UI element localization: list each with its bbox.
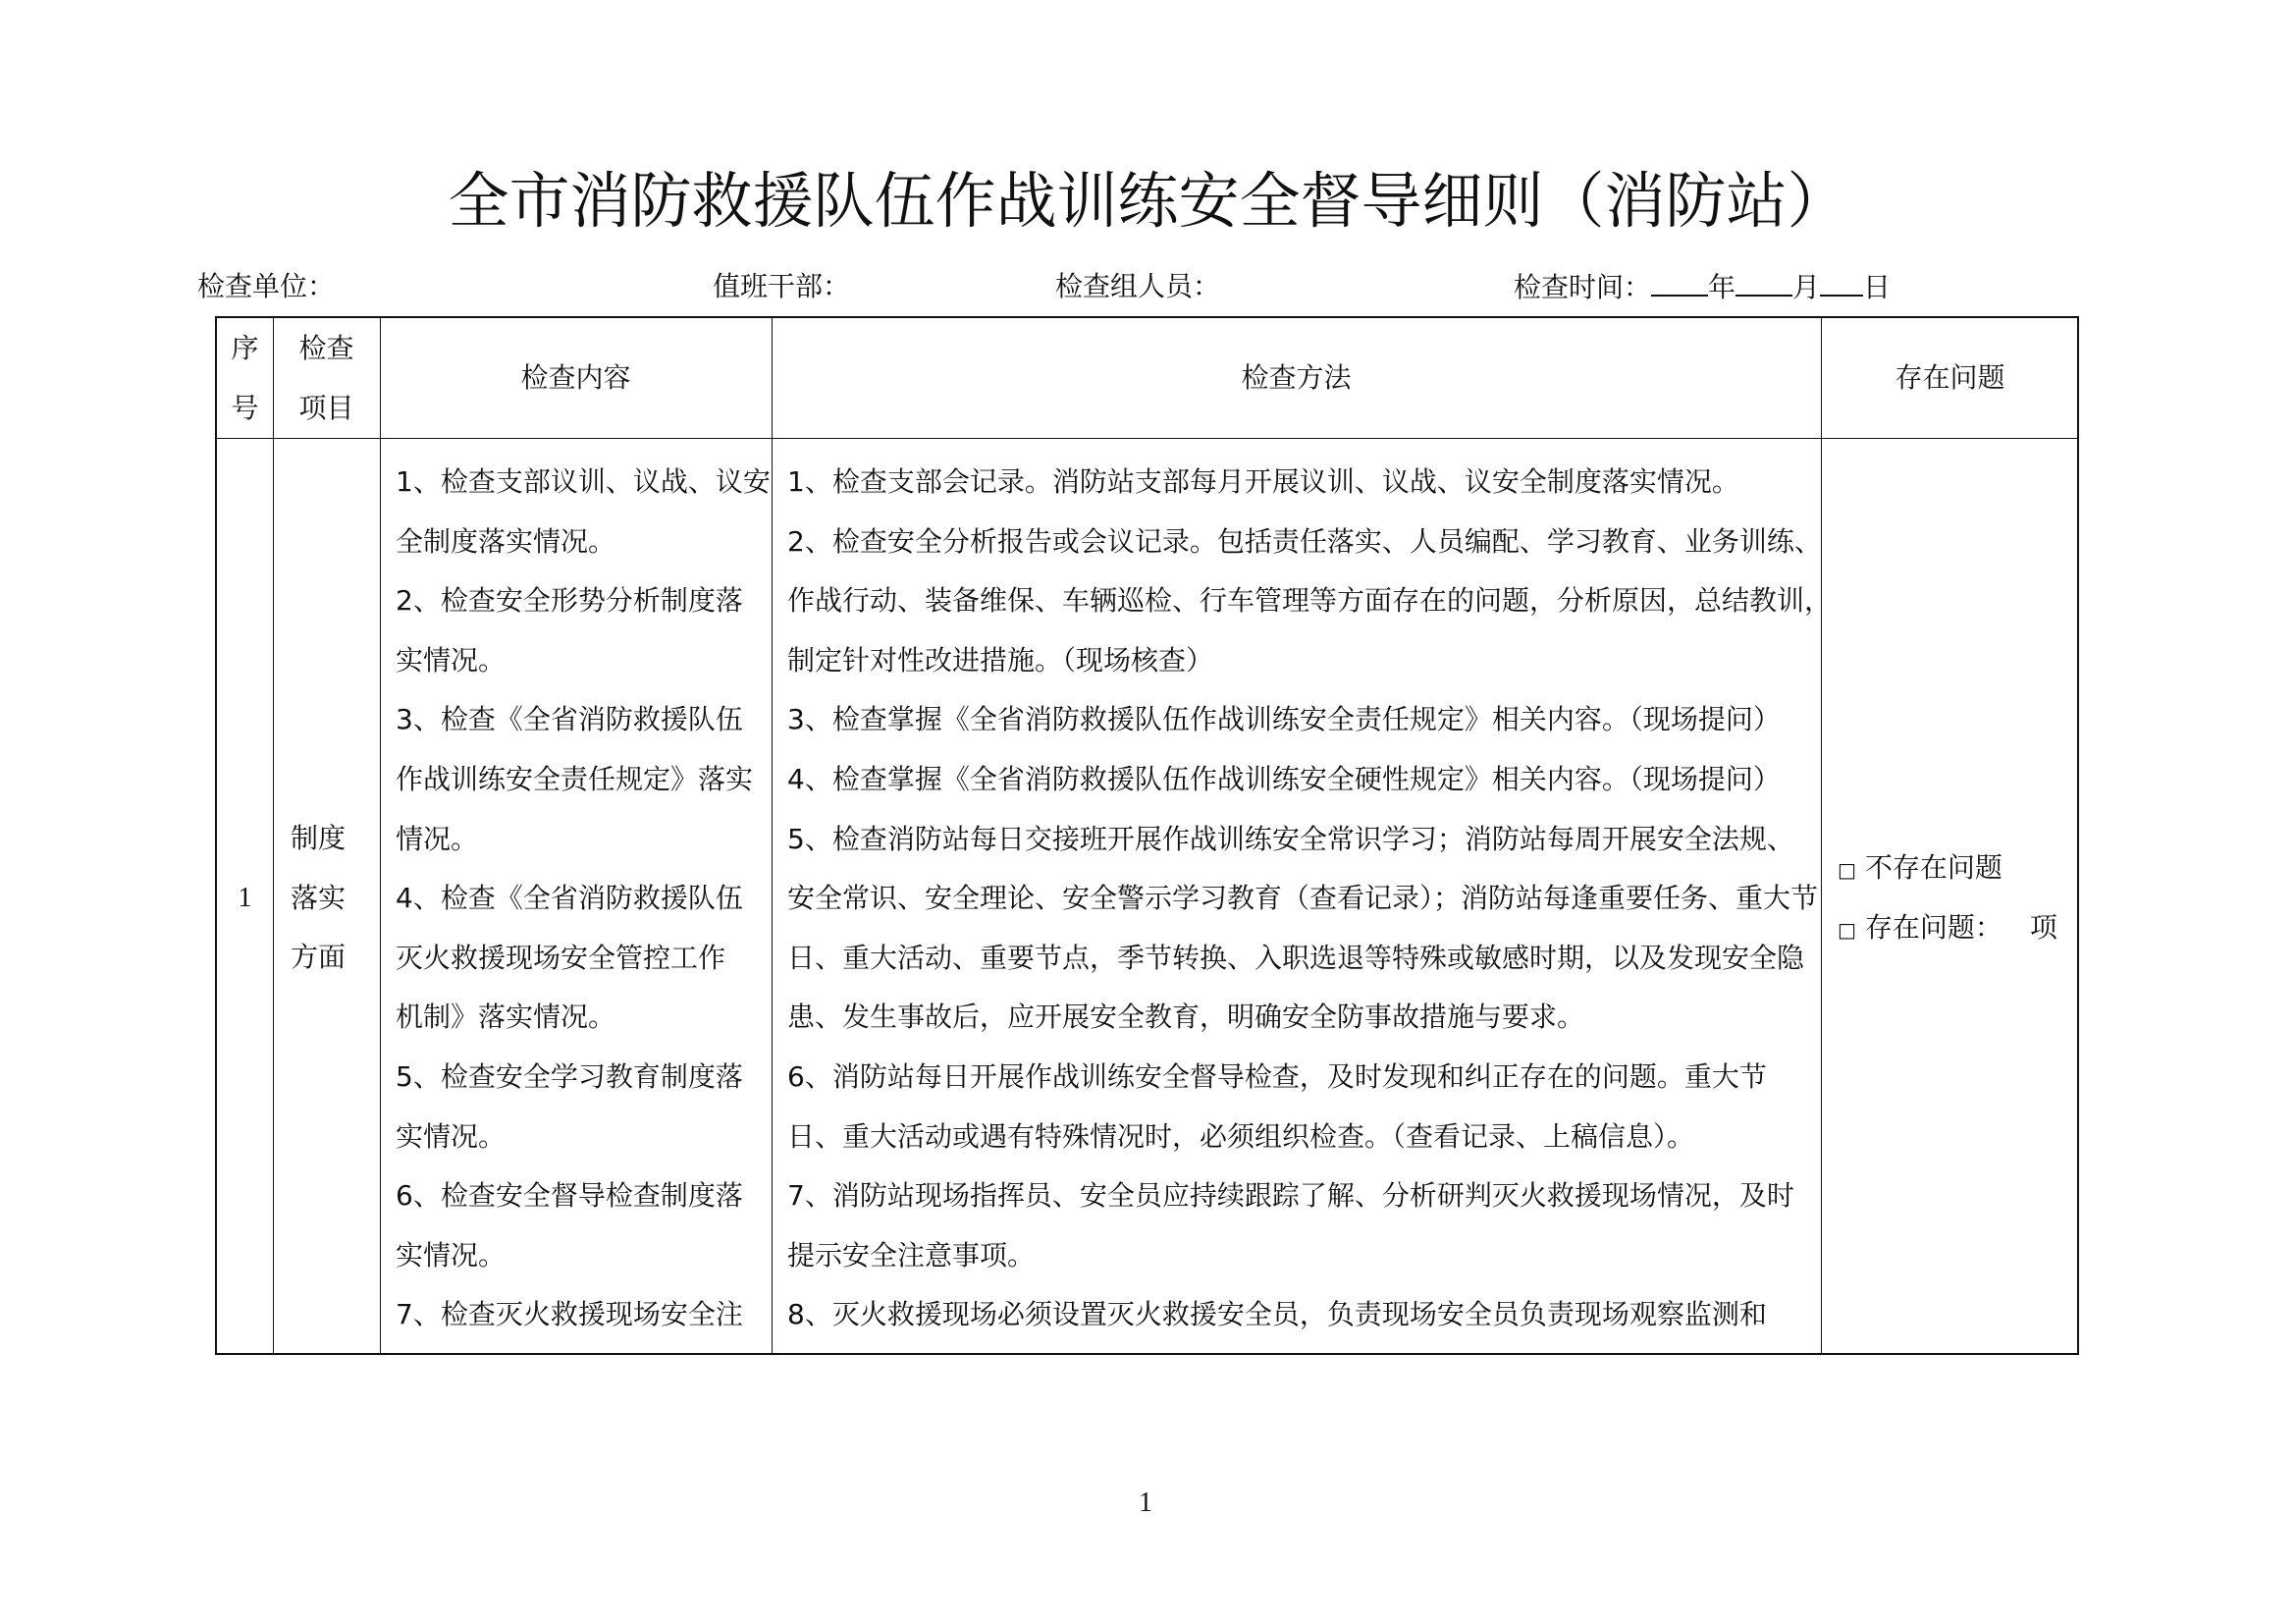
- method-line: 4、检查掌握《全省消防救援队伍作战训练安全硬性规定》相关内容。（现场提问）: [787, 762, 1781, 795]
- method-line: 日、重大活动或遇有特殊情况时，必须组织检查。（查看记录、上稿信息）。: [787, 1119, 1695, 1153]
- inspection-time: [1514, 267, 1891, 307]
- row-item-line: 方面: [291, 941, 347, 974]
- day-blank[interactable]: [1820, 267, 1863, 297]
- row-item-line: 制度: [291, 822, 347, 854]
- content-line: 1、检查支部议训、议战、议安: [396, 465, 771, 498]
- content-line: 6、检查安全督导检查制度落: [396, 1179, 743, 1213]
- column-divider: [380, 318, 381, 1353]
- content-line: 2、检查安全形势分析制度落: [396, 584, 743, 618]
- column-divider: [273, 318, 274, 1353]
- month-label: 月: [1792, 271, 1821, 303]
- method-line: 提示安全注意事项。: [787, 1238, 1036, 1272]
- row-content: [396, 453, 771, 1345]
- header-issues: 存在问题: [1895, 361, 2005, 394]
- header-seq-line: 号: [231, 391, 259, 424]
- inspection-time-label: 检查时间：: [1514, 271, 1652, 303]
- checkbox-icon[interactable]: □: [1838, 917, 1856, 942]
- content-line: 全制度落实情况。: [396, 524, 616, 558]
- content-line: 作战训练安全责任规定》落实: [396, 762, 754, 795]
- inspection-unit-label: 检查单位：: [197, 270, 336, 302]
- inspection-table: [215, 316, 2079, 1355]
- content-line: 机制》落实情况。: [396, 1001, 616, 1034]
- content-line: 3、检查《全省消防救援队伍: [396, 703, 743, 736]
- has-issue-option[interactable]: [1838, 898, 2057, 958]
- year-blank[interactable]: [1651, 267, 1708, 297]
- content-line: 实情况。: [396, 1238, 507, 1272]
- month-blank[interactable]: [1735, 267, 1792, 297]
- row-item-line: 落实: [291, 881, 347, 914]
- header-item-line: 项目: [298, 391, 354, 424]
- header-seq-line: 序: [231, 332, 259, 364]
- column-divider: [772, 318, 773, 1353]
- content-line: 7、检查灭火救援现场安全注: [396, 1298, 743, 1331]
- row-seq: 1: [238, 883, 252, 913]
- method-line: 1、检查支部会记录。消防站支部每月开展议训、议战、议安全制度落实情况。: [787, 465, 1739, 498]
- method-line: 8、灭火救援现场必须设置灭火救援安全员，负责现场安全员负责现场观察监测和: [787, 1298, 1767, 1331]
- header-method: 检查方法: [1241, 361, 1352, 394]
- issue-count-unit: 项: [2029, 910, 2057, 944]
- method-line: 5、检查消防站每日交接班开展作战训练安全常识学习；消防站每周开展安全法规、: [787, 822, 1794, 855]
- method-line: 安全常识、安全理论、安全警示学习教育（查看记录）；消防站每逢重要任务、重大节: [787, 882, 1819, 915]
- content-line: 实情况。: [396, 1119, 507, 1153]
- method-line: 日、重大活动、重要节点，季节转换、入职选退等特殊或敏感时期，以及发现安全隐: [787, 941, 1805, 974]
- year-label: 年: [1708, 271, 1736, 303]
- page-title: 全市消防救援队伍作战训练安全督导细则（消防站）: [448, 165, 1848, 237]
- page-number: 1: [1139, 1488, 1152, 1518]
- content-line: 灭火救援现场安全管控工作: [396, 941, 726, 974]
- has-issue-label: 存在问题：: [1864, 910, 2002, 944]
- method-line: 作战行动、装备维保、车辆巡检、行车管理等方面存在的问题，分析原因，总结教训，: [787, 584, 1833, 618]
- content-line: 4、检查《全省消防救援队伍: [396, 882, 743, 915]
- day-label: 日: [1863, 271, 1892, 303]
- header-content: 检查内容: [520, 361, 631, 394]
- inspection-group-label: 检查组人员：: [1055, 270, 1221, 302]
- content-line: 实情况。: [396, 643, 507, 677]
- no-issue-option[interactable]: [1838, 839, 2057, 898]
- header-item-line: 检查: [298, 332, 354, 364]
- header-item: [273, 319, 380, 438]
- row-issues: [1838, 839, 2057, 957]
- method-line: 2、检查安全分析报告或会议记录。包括责任落实、人员编配、学习教育、业务训练、: [787, 524, 1822, 558]
- checkbox-icon[interactable]: □: [1838, 858, 1856, 882]
- content-line: 情况。: [396, 822, 479, 855]
- no-issue-label: 不存在问题: [1864, 851, 2002, 884]
- content-line: 5、检查安全学习教育制度落: [396, 1059, 743, 1093]
- header-seq: [217, 319, 273, 438]
- method-line: 制定针对性改进措施。（现场核查）: [787, 643, 1214, 677]
- method-line: 7、消防站现场指挥员、安全员应持续跟踪了解、分析研判灭火救援现场情况，及时: [787, 1179, 1794, 1213]
- method-line: 3、检查掌握《全省消防救援队伍作战训练安全责任规定》相关内容。（现场提问）: [787, 703, 1781, 736]
- duty-officer-label: 值班干部：: [713, 270, 851, 302]
- row-item: [291, 809, 346, 988]
- row-method: [787, 453, 1832, 1345]
- header-divider: [217, 438, 2077, 439]
- method-line: 6、消防站每日开展作战训练安全督导检查，及时发现和纠正存在的问题。重大节: [787, 1059, 1767, 1093]
- method-line: 患、发生事故后，应开展安全教育，明确安全防事故措施与要求。: [787, 1001, 1585, 1034]
